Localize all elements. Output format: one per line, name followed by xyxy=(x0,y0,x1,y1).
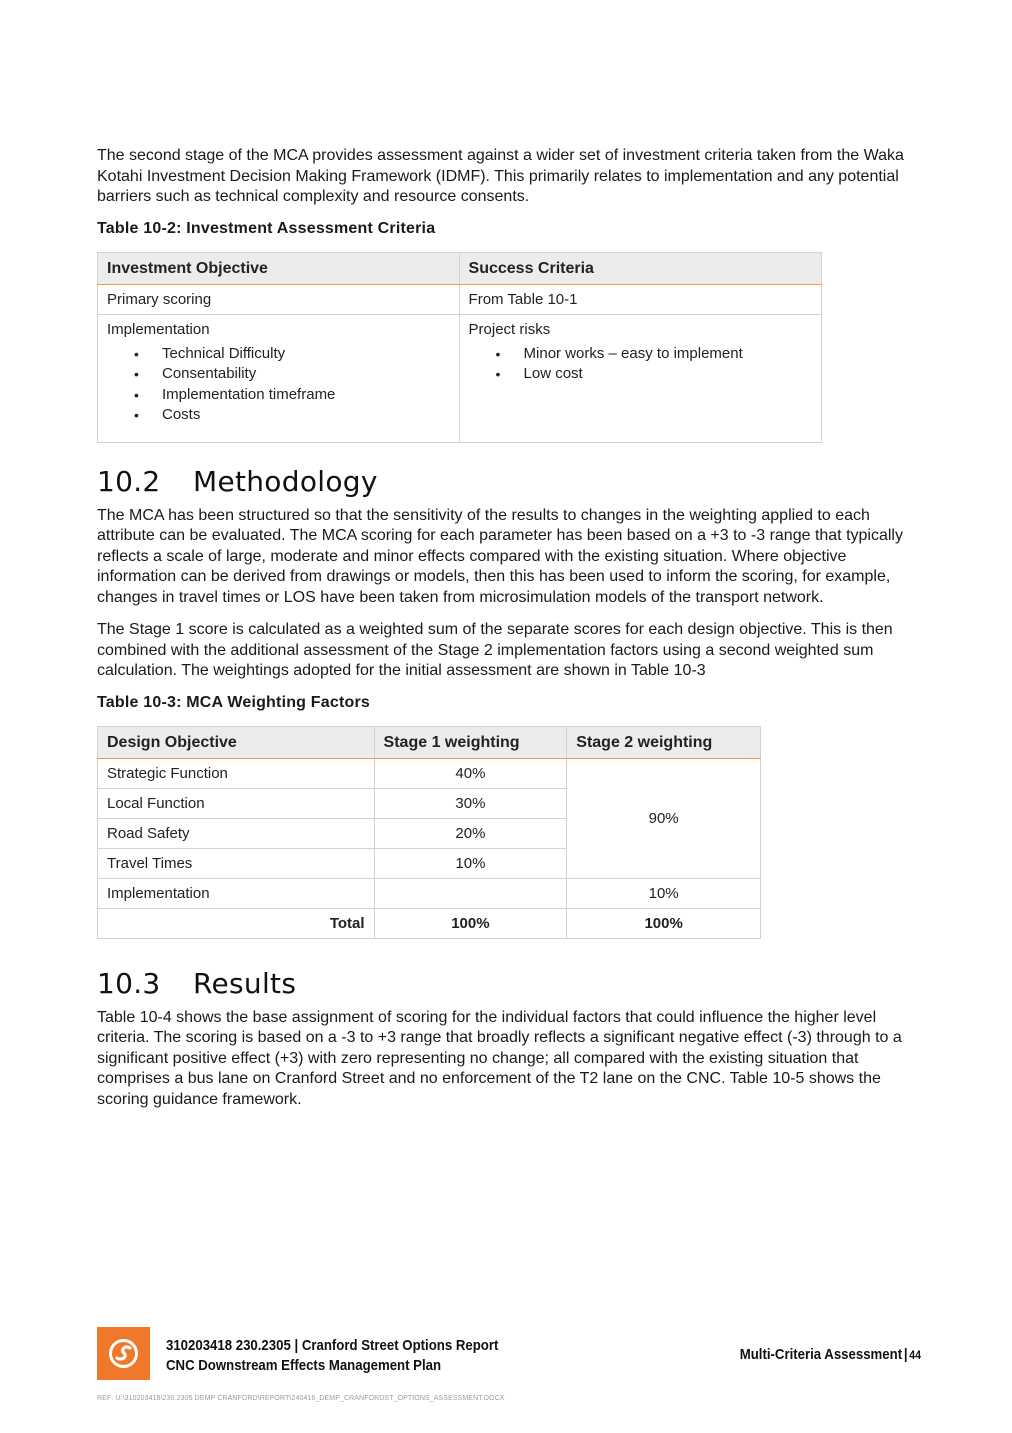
project-risks-list xyxy=(469,344,812,385)
footer-section: Multi-Criteria Assessment xyxy=(739,1346,903,1363)
cell-stage2: 10% xyxy=(567,878,761,908)
page-number: 44 xyxy=(909,1348,921,1362)
cell-implementation xyxy=(98,314,460,442)
cell-objective: Implementation xyxy=(98,878,375,908)
header-design-objective: Design Objective xyxy=(98,726,375,758)
table-10-2-caption: Table 10-2: Investment Assessment Criteria xyxy=(97,219,436,237)
stantec-logo-icon xyxy=(97,1327,150,1380)
list-item: • Implementation timeframe xyxy=(107,385,450,406)
file-reference: REF: U:\310203418\230.2305 DEMP CRANFORD\REPORT\240416_DEMP_CRANFORDST_OPTIONS_ASSESSMENT.DOCX xyxy=(97,1395,505,1402)
footer-document-info xyxy=(166,1336,498,1376)
cell-stage1: 30% xyxy=(374,788,567,818)
footer-line-2: CNC Downstream Effects Management Plan xyxy=(166,1357,442,1374)
list-item: • Costs xyxy=(107,405,450,426)
implementation-label: Implementation xyxy=(107,320,210,338)
header-stage1: Stage 1 weighting xyxy=(374,726,567,758)
intro-paragraph: The second stage of the MCA provides assessment against a wider set of investment criteria taken from the Waka Kotahi Investment Decision Making Framework (IDMF). This primarily relates to implementation and any potential barriers such as technical complexity and resource consents. xyxy=(97,147,904,205)
project-risks-label: Project risks xyxy=(468,320,551,338)
table-10-3-caption: Table 10-3: MCA Weighting Factors xyxy=(97,693,370,711)
header-stage2: Stage 2 weighting xyxy=(567,726,761,758)
cell-primary-scoring: Primary scoring xyxy=(98,284,460,314)
weighting-factors-table xyxy=(97,726,761,939)
total-stage2: 100% xyxy=(567,908,761,938)
list-item: • Consentability xyxy=(107,364,450,385)
footer-page-info xyxy=(740,1346,921,1363)
total-label: Total xyxy=(98,908,375,938)
section-title: Results xyxy=(193,966,297,1000)
table-row xyxy=(98,758,761,788)
table-row xyxy=(98,878,761,908)
investment-criteria-table xyxy=(97,252,822,443)
cell-stage1: 20% xyxy=(374,818,567,848)
page-content xyxy=(97,146,929,1122)
list-item: • Minor works – easy to implement xyxy=(469,344,812,365)
table-row xyxy=(98,314,822,442)
implementation-list xyxy=(107,344,450,426)
cell-project-risks xyxy=(459,314,821,442)
cell-objective: Travel Times xyxy=(98,848,375,878)
cell-objective: Local Function xyxy=(98,788,375,818)
section-number: 10.2 xyxy=(97,464,161,498)
company-logo xyxy=(97,1327,150,1380)
header-success-criteria: Success Criteria xyxy=(459,252,821,284)
footer-separator: | xyxy=(903,1346,908,1363)
cell-stage1: 40% xyxy=(374,758,567,788)
results-paragraph: Table 10-4 shows the base assignment of scoring for the individual factors that could influence the higher level criteria. The scoring is based on a -3 to +3 range that broadly reflects a significant negative effect (-3) through to a significant positive effect (+3) with zero representing no change; all compared with the existing situation that comprises a bus lane on Cranford Street and no enforcement of the T2 lane on the CNC. Table 10-5 shows the scoring guidance framework. xyxy=(97,1008,902,1108)
cell-objective: Road Safety xyxy=(98,818,375,848)
section-title: Methodology xyxy=(193,464,378,498)
methodology-paragraph-1: The MCA has been structured so that the sensitivity of the results to changes in the weighting applied to each attribute can be evaluated. The MCA scoring for each parameter has been based on a +3 to -3 range that typically reflects a scale of large, moderate and minor effects compared with the existing situation. Where objective information can be derived from drawings or models, then this has been used to inform the scoring, for example, changes in travel times or LOS have been taken from microsimulation models of the transport network. xyxy=(97,506,903,606)
list-item: • Technical Difficulty xyxy=(107,344,450,365)
cell-stage1 xyxy=(374,878,567,908)
cell-stage2-merged: 90% xyxy=(567,758,761,878)
list-item: • Low cost xyxy=(469,364,812,385)
section-heading-methodology xyxy=(97,465,929,498)
page-footer xyxy=(97,1327,929,1381)
methodology-paragraph-2: The Stage 1 score is calculated as a weighted sum of the separate scores for each design objective. This is then combined with the additional assessment of the Stage 2 implementation factors using a second weighted sum calculation. The weightings adopted for the initial assessment are shown in Table 10-3 xyxy=(97,621,893,679)
cell-objective: Strategic Function xyxy=(98,758,375,788)
cell-stage1: 10% xyxy=(374,848,567,878)
total-stage1: 100% xyxy=(374,908,567,938)
table-row xyxy=(98,284,822,314)
section-number: 10.3 xyxy=(97,966,161,1000)
section-heading-results xyxy=(97,967,929,1000)
header-investment-objective: Investment Objective xyxy=(98,252,460,284)
cell-from-table: From Table 10-1 xyxy=(459,284,821,314)
table-row-total xyxy=(98,908,761,938)
footer-line-1: 310203418 230.2305 | Cranford Street Options Report xyxy=(166,1337,499,1354)
